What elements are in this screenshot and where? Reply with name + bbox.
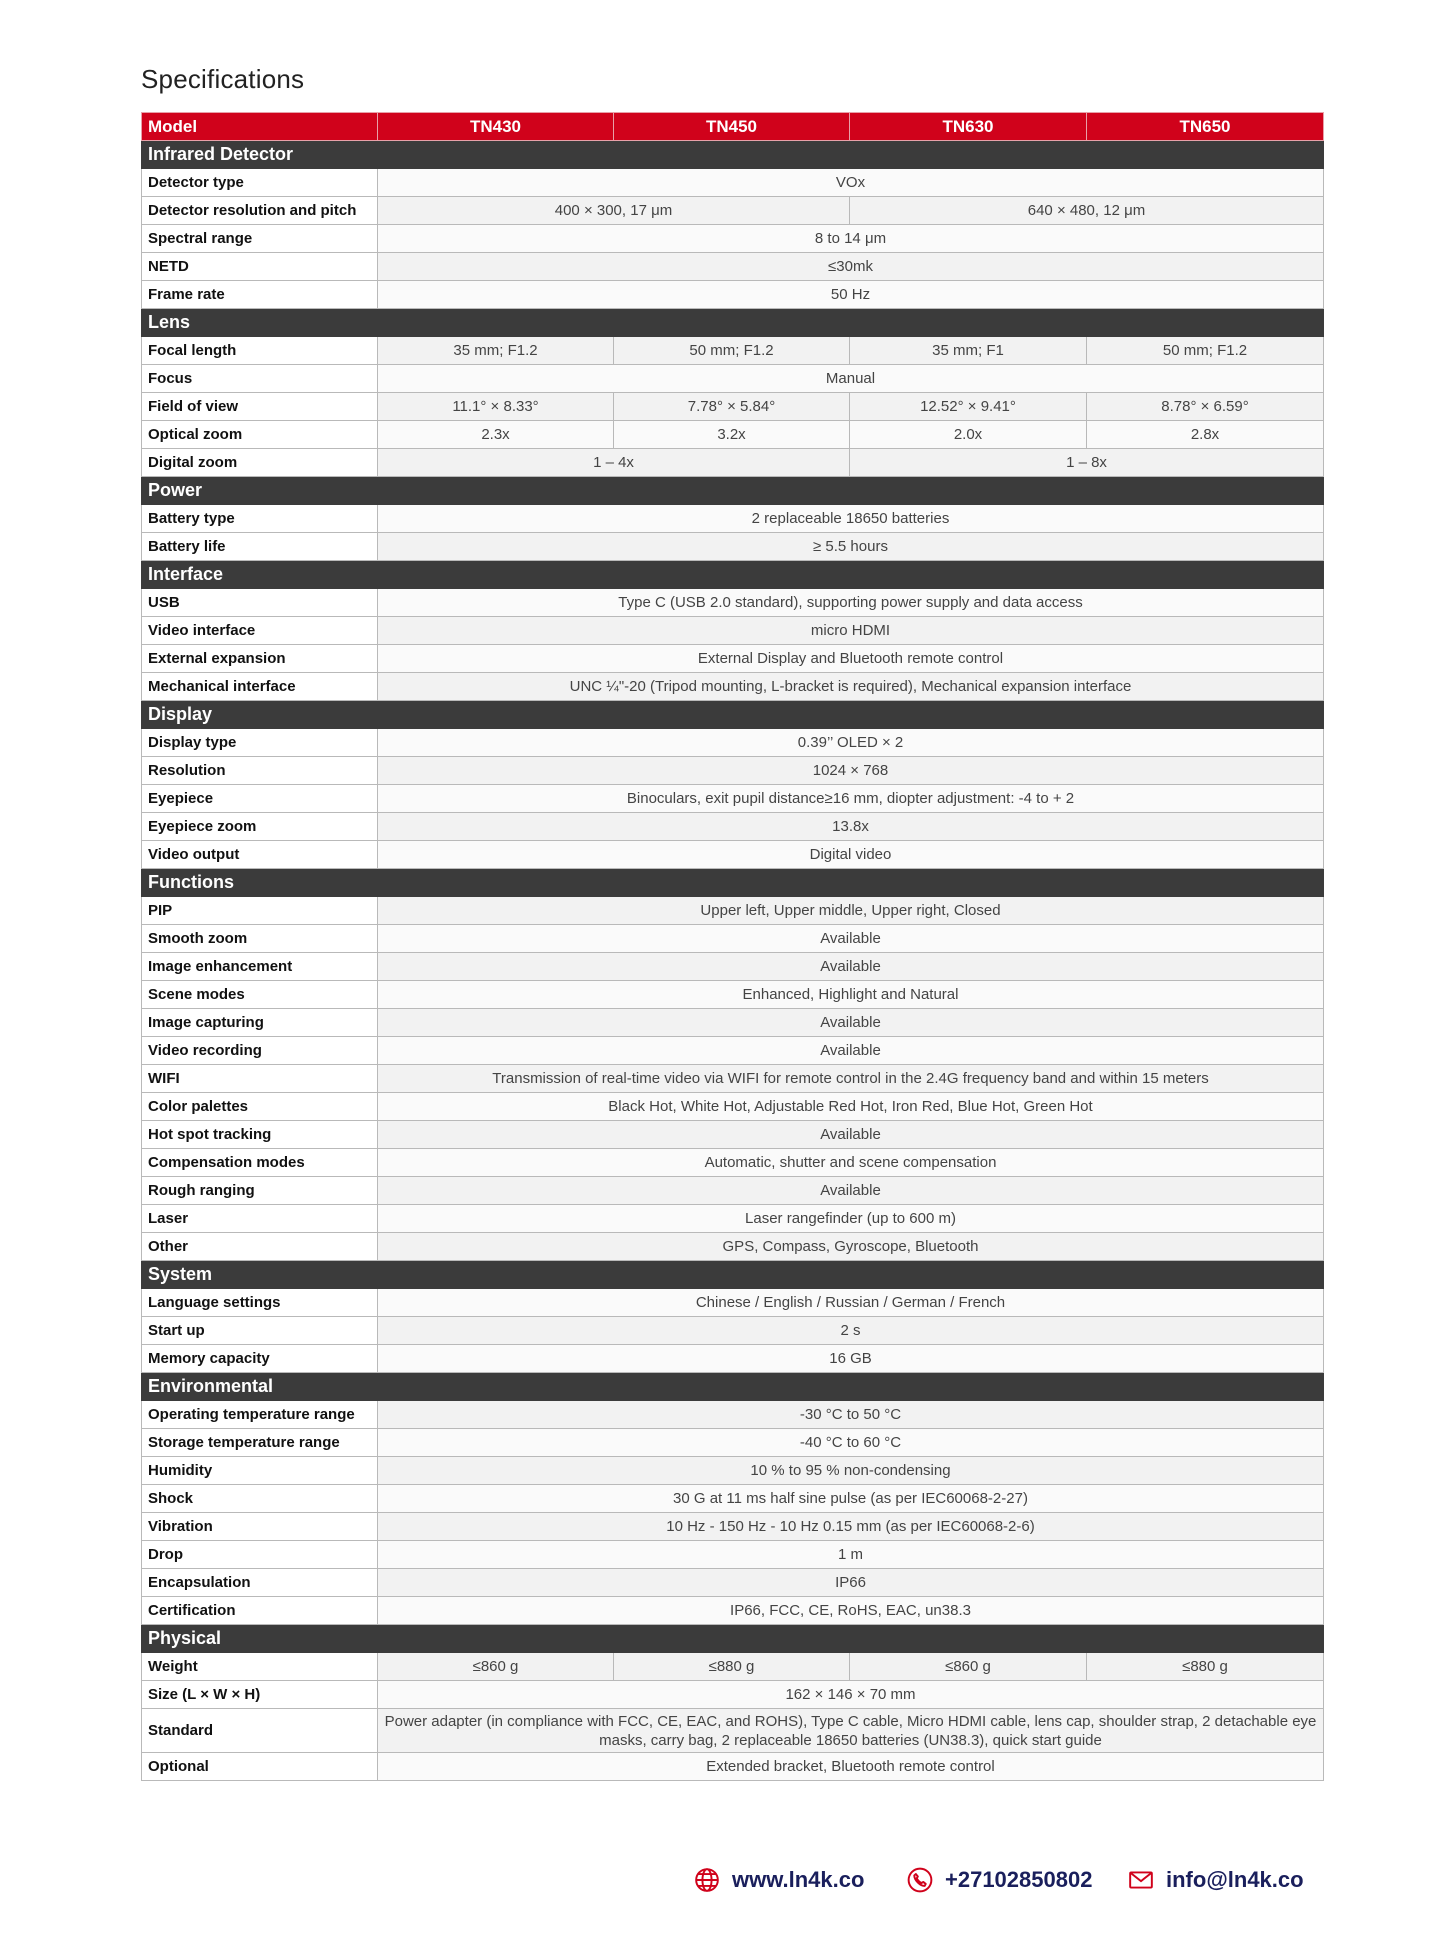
table-row: [142, 365, 1324, 393]
footer-website-text: www.ln4k.co: [732, 1867, 865, 1892]
row-label: Image capturing: [142, 1009, 378, 1037]
row-label: Spectral range: [142, 225, 378, 253]
row-value: Power adapter (in compliance with FCC, CE, EAC, and ROHS), Type C cable, Micro HDMI cable, lens cap, shoulder strap, 2 detachable eye masks, carry bag, 2 replaceable 18650 batteries (UN38.3), quick start guide: [378, 1709, 1324, 1753]
row-value: 10 Hz - 150 Hz - 10 Hz 0.15 mm (as per IEC60068-2-6): [378, 1513, 1324, 1541]
row-value: GPS, Compass, Gyroscope, Bluetooth: [378, 1233, 1324, 1261]
row-value: External Display and Bluetooth remote control: [378, 645, 1324, 673]
row-value: 162 × 146 × 70 mm: [378, 1681, 1324, 1709]
table-row: [142, 1093, 1324, 1121]
row-value: Available: [378, 1009, 1324, 1037]
table-row: [142, 1457, 1324, 1485]
row-label: Focus: [142, 365, 378, 393]
row-value: Manual: [378, 365, 1324, 393]
row-label: Detector type: [142, 169, 378, 197]
table-row: [142, 645, 1324, 673]
row-value: Enhanced, Highlight and Natural: [378, 981, 1324, 1009]
section-title: Interface: [142, 561, 1324, 589]
row-value: Black Hot, White Hot, Adjustable Red Hot, Iron Red, Blue Hot, Green Hot: [378, 1093, 1324, 1121]
row-label: Color palettes: [142, 1093, 378, 1121]
row-label: Mechanical interface: [142, 673, 378, 701]
section-title: Environmental: [142, 1373, 1324, 1401]
table-row: [142, 1065, 1324, 1093]
row-value: 2.0x: [850, 421, 1087, 449]
row-value: UNC ¼"-20 (Tripod mounting, L-bracket is required), Mechanical expansion interface: [378, 673, 1324, 701]
row-label: Size (L × W × H): [142, 1681, 378, 1709]
row-label: Laser: [142, 1205, 378, 1233]
section-title: Infrared Detector: [142, 141, 1324, 169]
section-header: [142, 477, 1324, 505]
row-value: 3.2x: [614, 421, 850, 449]
row-label: Vibration: [142, 1513, 378, 1541]
row-value: ≤860 g: [378, 1653, 614, 1681]
row-value: Available: [378, 1177, 1324, 1205]
row-value: 8 to 14 μm: [378, 225, 1324, 253]
table-row: [142, 981, 1324, 1009]
row-label: Start up: [142, 1317, 378, 1345]
row-label: Video interface: [142, 617, 378, 645]
section-title: Power: [142, 477, 1324, 505]
row-value: 1 – 8x: [850, 449, 1324, 477]
table-row: [142, 1317, 1324, 1345]
table-row: [142, 1569, 1324, 1597]
row-label: Battery type: [142, 505, 378, 533]
table-row: [142, 393, 1324, 421]
row-value: Available: [378, 1121, 1324, 1149]
row-value: ≤30mk: [378, 253, 1324, 281]
row-value: 1024 × 768: [378, 757, 1324, 785]
table-row: [142, 1233, 1324, 1261]
row-value: Available: [378, 925, 1324, 953]
table-row: [142, 1597, 1324, 1625]
row-value: 640 × 480, 12 μm: [850, 197, 1324, 225]
row-label: Humidity: [142, 1457, 378, 1485]
table-row: [142, 1513, 1324, 1541]
section-title: Lens: [142, 309, 1324, 337]
footer-email-text: info@ln4k.co: [1166, 1867, 1304, 1892]
table-row: [142, 757, 1324, 785]
footer-email[interactable]: [1128, 1862, 1304, 1898]
table-row: [142, 1681, 1324, 1709]
row-value: 8.78° × 6.59°: [1087, 393, 1324, 421]
row-value: Binoculars, exit pupil distance≥16 mm, diopter adjustment: -4 to + 2: [378, 785, 1324, 813]
table-row: [142, 953, 1324, 981]
section-header: [142, 309, 1324, 337]
row-value: 2.3x: [378, 421, 614, 449]
section-header: [142, 1261, 1324, 1289]
table-row: [142, 281, 1324, 309]
table-row: [142, 197, 1324, 225]
row-value: Chinese / English / Russian / German / French: [378, 1289, 1324, 1317]
row-value: 35 mm; F1: [850, 337, 1087, 365]
row-value: 16 GB: [378, 1345, 1324, 1373]
table-row: [142, 813, 1324, 841]
row-value: 1 m: [378, 1541, 1324, 1569]
phone-icon: [907, 1867, 933, 1893]
table-row: [142, 1009, 1324, 1037]
table-row: [142, 533, 1324, 561]
row-label: Video recording: [142, 1037, 378, 1065]
row-value: ≥ 5.5 hours: [378, 533, 1324, 561]
page-title: Specifications: [141, 64, 305, 94]
table-row: [142, 225, 1324, 253]
row-value: Laser rangefinder (up to 600 m): [378, 1205, 1324, 1233]
column-header-tn650: TN650: [1087, 113, 1324, 141]
row-label: Drop: [142, 1541, 378, 1569]
row-value: 50 mm; F1.2: [614, 337, 850, 365]
row-label: External expansion: [142, 645, 378, 673]
row-label: Eyepiece zoom: [142, 813, 378, 841]
row-label: Detector resolution and pitch: [142, 197, 378, 225]
row-value: Transmission of real-time video via WIFI for remote control in the 2.4G frequency band and within 15 meters: [378, 1065, 1324, 1093]
row-value: 400 × 300, 17 μm: [378, 197, 850, 225]
table-row: [142, 1121, 1324, 1149]
row-label: NETD: [142, 253, 378, 281]
row-value: IP66, FCC, CE, RoHS, EAC, un38.3: [378, 1597, 1324, 1625]
footer-website[interactable]: [694, 1862, 864, 1898]
table-row: [142, 505, 1324, 533]
table-row: [142, 1429, 1324, 1457]
row-value: 10 % to 95 % non-condensing: [378, 1457, 1324, 1485]
section-title: Display: [142, 701, 1324, 729]
row-label: Other: [142, 1233, 378, 1261]
row-label: Frame rate: [142, 281, 378, 309]
spec-table: [141, 112, 1324, 1781]
row-value: -40 °C to 60 °C: [378, 1429, 1324, 1457]
row-label: Field of view: [142, 393, 378, 421]
table-row: [142, 589, 1324, 617]
row-label: PIP: [142, 897, 378, 925]
row-value: Available: [378, 953, 1324, 981]
table-row: [142, 673, 1324, 701]
row-value: 35 mm; F1.2: [378, 337, 614, 365]
header-row: [142, 113, 1324, 141]
table-row: [142, 729, 1324, 757]
row-label: Eyepiece: [142, 785, 378, 813]
section-header: [142, 869, 1324, 897]
row-label: WIFI: [142, 1065, 378, 1093]
row-label: Operating temperature range: [142, 1401, 378, 1429]
row-value: IP66: [378, 1569, 1324, 1597]
row-value: Digital video: [378, 841, 1324, 869]
row-value: 0.39’’ OLED × 2: [378, 729, 1324, 757]
row-label: Smooth zoom: [142, 925, 378, 953]
row-value: 2 s: [378, 1317, 1324, 1345]
row-label: Resolution: [142, 757, 378, 785]
row-value: 13.8x: [378, 813, 1324, 841]
table-row: [142, 421, 1324, 449]
section-header: [142, 1625, 1324, 1653]
section-title: System: [142, 1261, 1324, 1289]
row-label: Video output: [142, 841, 378, 869]
table-row: [142, 449, 1324, 477]
row-label: Rough ranging: [142, 1177, 378, 1205]
column-header-tn450: TN450: [614, 113, 850, 141]
section-title: Functions: [142, 869, 1324, 897]
table-row: [142, 1485, 1324, 1513]
table-row: [142, 1401, 1324, 1429]
table-row: [142, 1753, 1324, 1781]
row-label: Image enhancement: [142, 953, 378, 981]
row-value: Upper left, Upper middle, Upper right, Closed: [378, 897, 1324, 925]
globe-icon: [694, 1867, 720, 1893]
row-label: Storage temperature range: [142, 1429, 378, 1457]
row-label: Encapsulation: [142, 1569, 378, 1597]
row-label: Memory capacity: [142, 1345, 378, 1373]
row-label: Language settings: [142, 1289, 378, 1317]
row-value: micro HDMI: [378, 617, 1324, 645]
footer-phone-text: +27102850802: [945, 1867, 1093, 1892]
row-label: Compensation modes: [142, 1149, 378, 1177]
row-value: 12.52° × 9.41°: [850, 393, 1087, 421]
section-header: [142, 701, 1324, 729]
column-header-model: Model: [142, 113, 378, 141]
table-row: [142, 1177, 1324, 1205]
row-value: Type C (USB 2.0 standard), supporting power supply and data access: [378, 589, 1324, 617]
spec-table-body: [142, 141, 1324, 1781]
row-label: Scene modes: [142, 981, 378, 1009]
row-value: Extended bracket, Bluetooth remote control: [378, 1753, 1324, 1781]
table-row: [142, 1653, 1324, 1681]
row-label: Optional: [142, 1753, 378, 1781]
section-header: [142, 141, 1324, 169]
row-value: Available: [378, 1037, 1324, 1065]
footer-phone[interactable]: [907, 1862, 1092, 1898]
table-row: [142, 925, 1324, 953]
row-value: 50 Hz: [378, 281, 1324, 309]
mail-icon: [1128, 1867, 1154, 1893]
table-row: [142, 1709, 1324, 1753]
row-label: USB: [142, 589, 378, 617]
table-row: [142, 169, 1324, 197]
row-value: VOx: [378, 169, 1324, 197]
table-row: [142, 785, 1324, 813]
row-label: Hot spot tracking: [142, 1121, 378, 1149]
row-value: 7.78° × 5.84°: [614, 393, 850, 421]
table-row: [142, 1289, 1324, 1317]
row-label: Digital zoom: [142, 449, 378, 477]
table-row: [142, 253, 1324, 281]
table-row: [142, 1149, 1324, 1177]
row-value: ≤880 g: [614, 1653, 850, 1681]
row-label: Shock: [142, 1485, 378, 1513]
table-row: [142, 897, 1324, 925]
row-value: 50 mm; F1.2: [1087, 337, 1324, 365]
table-row: [142, 617, 1324, 645]
table-row: [142, 337, 1324, 365]
row-value: 2.8x: [1087, 421, 1324, 449]
row-value: 11.1° × 8.33°: [378, 393, 614, 421]
row-label: Optical zoom: [142, 421, 378, 449]
row-label: Focal length: [142, 337, 378, 365]
table-row: [142, 841, 1324, 869]
row-label: Certification: [142, 1597, 378, 1625]
row-value: ≤860 g: [850, 1653, 1087, 1681]
row-value: ≤880 g: [1087, 1653, 1324, 1681]
row-label: Battery life: [142, 533, 378, 561]
table-row: [142, 1205, 1324, 1233]
table-row: [142, 1541, 1324, 1569]
row-value: 1 – 4x: [378, 449, 850, 477]
column-header-tn430: TN430: [378, 113, 614, 141]
row-value: -30 °C to 50 °C: [378, 1401, 1324, 1429]
section-header: [142, 561, 1324, 589]
section-title: Physical: [142, 1625, 1324, 1653]
row-value: 30 G at 11 ms half sine pulse (as per IEC60068-2-27): [378, 1485, 1324, 1513]
row-value: Automatic, shutter and scene compensation: [378, 1149, 1324, 1177]
row-label: Display type: [142, 729, 378, 757]
row-label: Standard: [142, 1709, 378, 1753]
table-row: [142, 1345, 1324, 1373]
column-header-tn630: TN630: [850, 113, 1087, 141]
section-header: [142, 1373, 1324, 1401]
table-row: [142, 1037, 1324, 1065]
row-label: Weight: [142, 1653, 378, 1681]
row-value: 2 replaceable 18650 batteries: [378, 505, 1324, 533]
